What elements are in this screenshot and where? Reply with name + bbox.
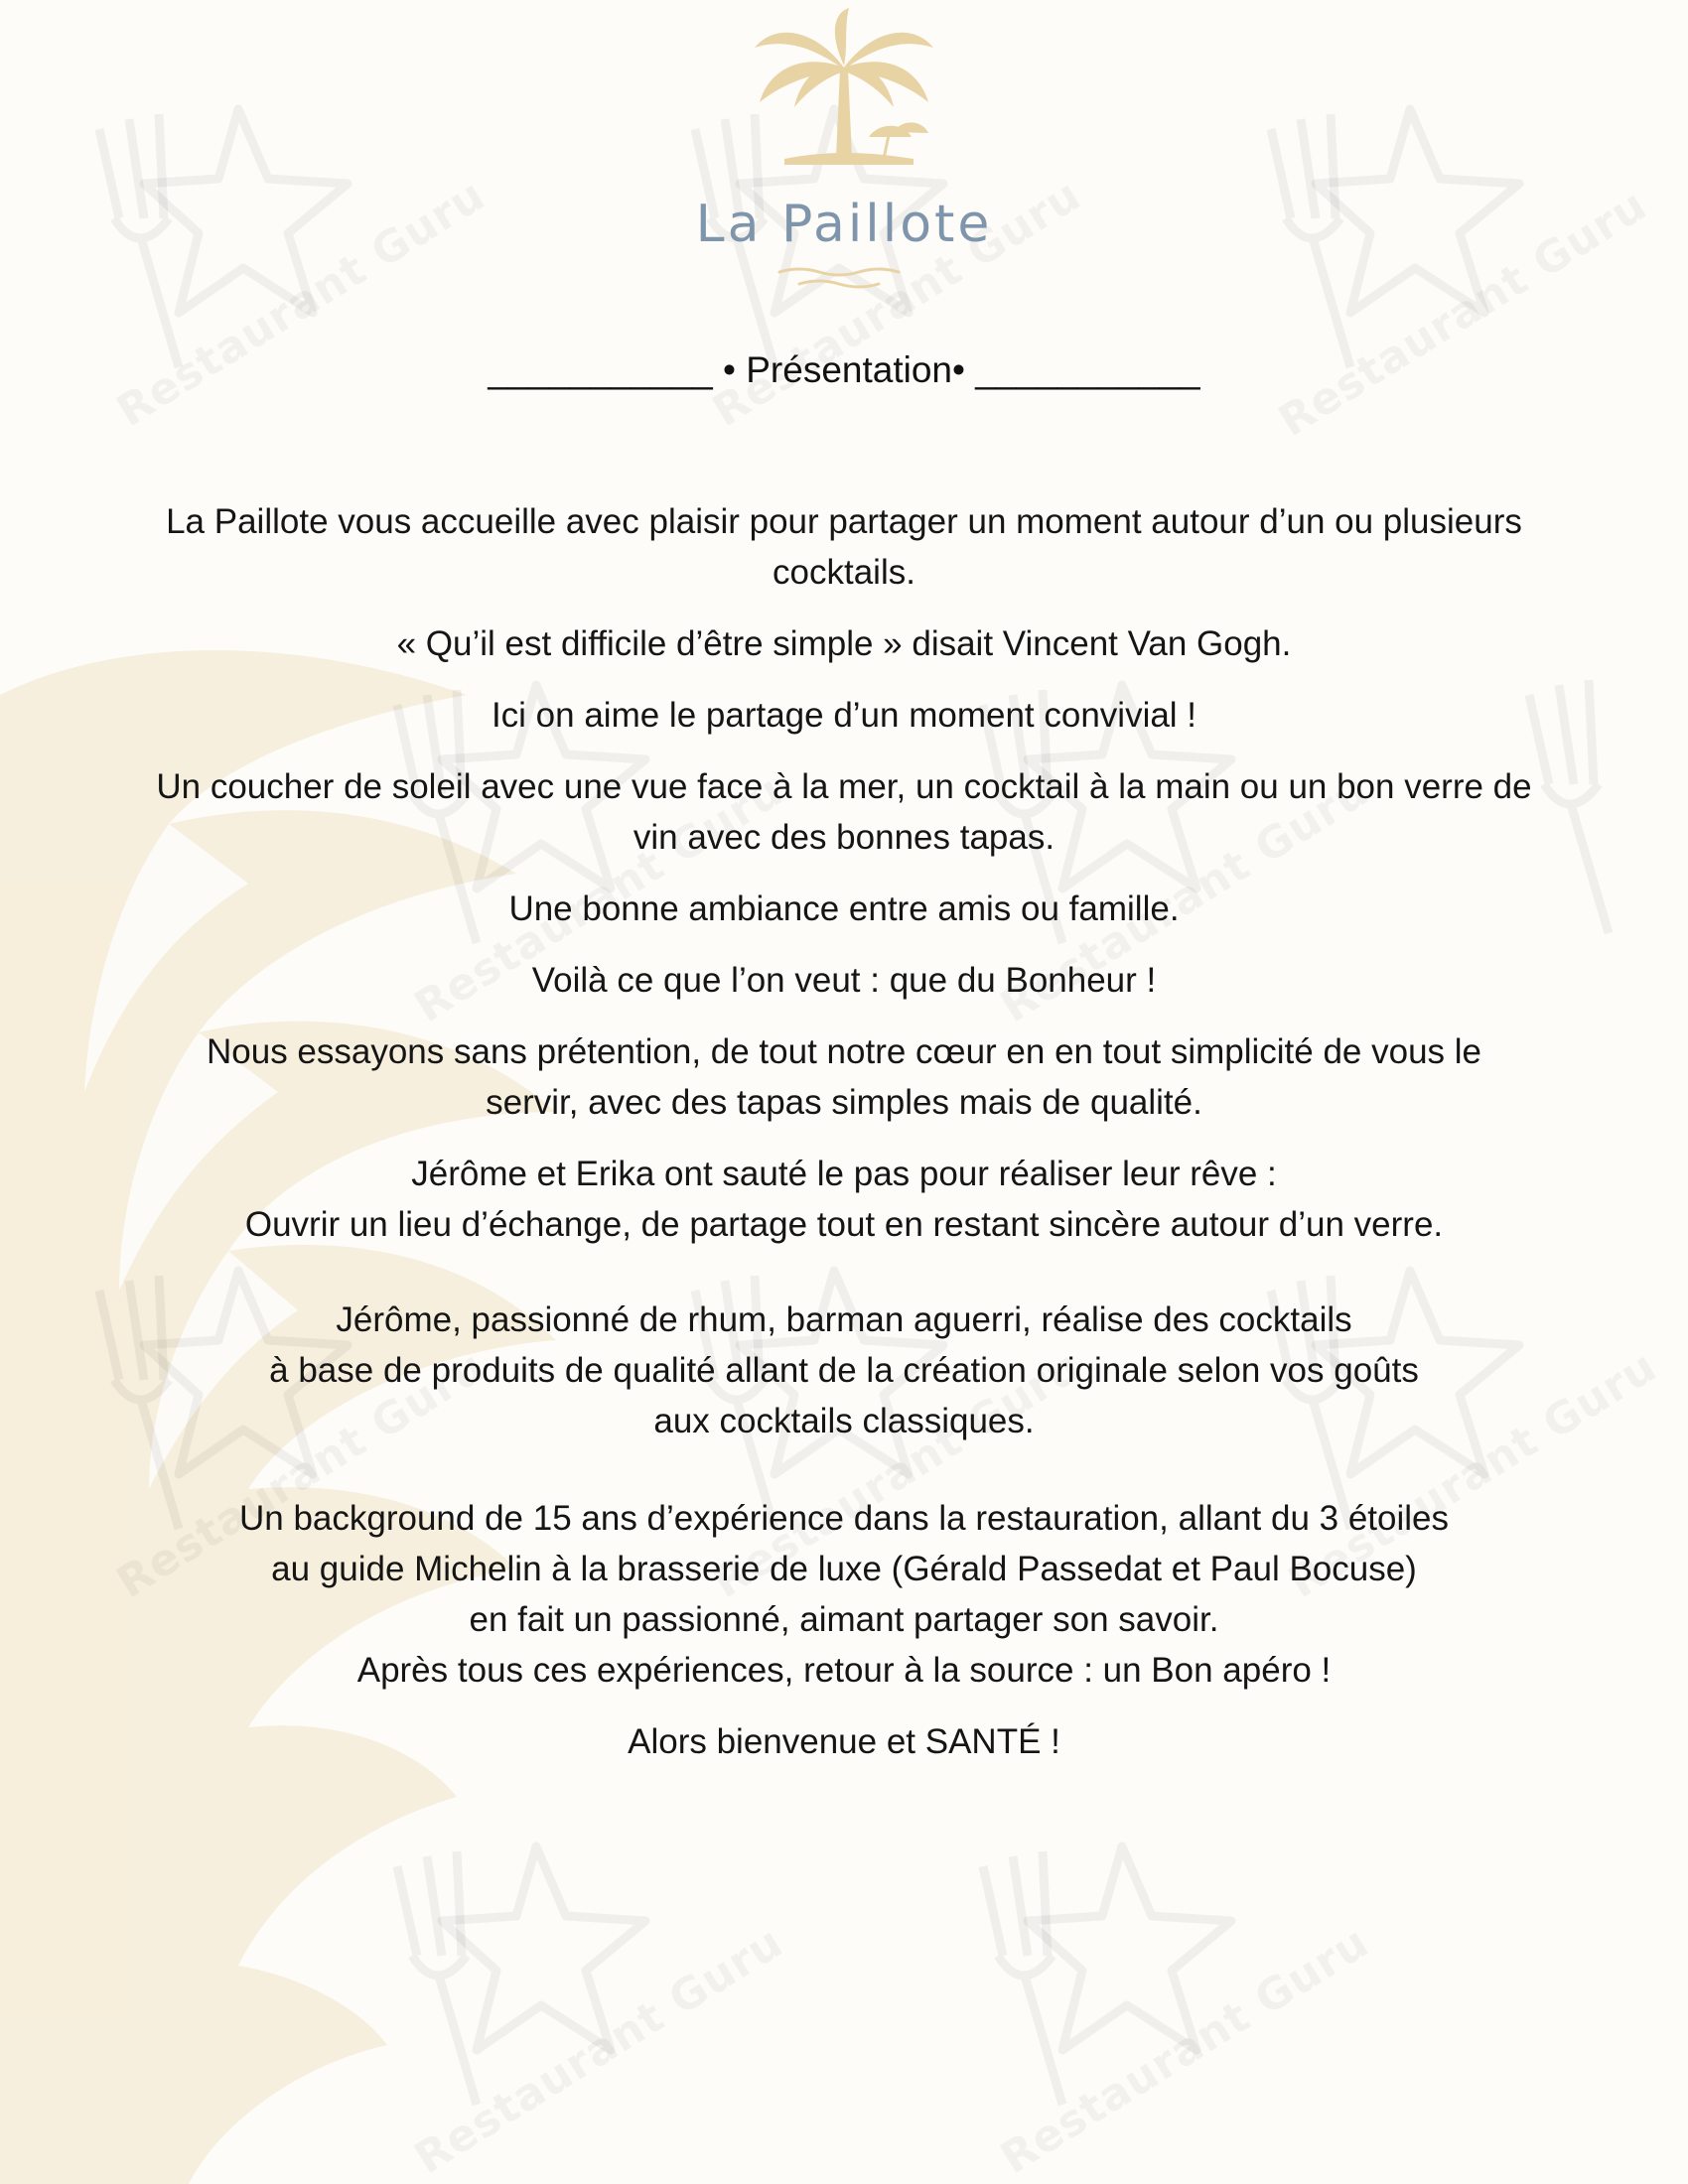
- text-line: « Qu’il est difficile d’être simple » disait Vincent Van Gogh.: [396, 624, 1292, 663]
- text-line: servir, avec des tapas simples mais de qualité.: [486, 1083, 1202, 1122]
- text-line: Une bonne ambiance entre amis ou famille.: [508, 889, 1180, 928]
- text-line: Un background de 15 ans d’expérience dans la restauration, allant du 3 étoiles: [238, 1499, 1450, 1538]
- paragraph: [79, 690, 1609, 741]
- paragraph: [79, 884, 1609, 934]
- paragraph: [79, 496, 1609, 598]
- text-line: à base de produits de qualité allant de la création originale selon vos goûts: [269, 1351, 1419, 1390]
- text-line: Alors bienvenue et SANTÉ !: [628, 1722, 1060, 1761]
- palm-tree-icon: [745, 8, 943, 197]
- text-line: vin avec des bonnes tapas.: [633, 818, 1055, 857]
- text-line: Nous essayons sans prétention, de tout notre cœur en en tout simplicité de vous le: [206, 1032, 1482, 1071]
- text-line: aux cocktails classiques.: [653, 1402, 1035, 1440]
- paragraph: [79, 1026, 1609, 1128]
- text-line: Un coucher de soleil avec une vue face à la mer, un cocktail à la main ou un bon verre de: [156, 767, 1532, 806]
- paragraph: [79, 618, 1609, 669]
- paragraph: [79, 1295, 1609, 1446]
- text-line: Jérôme, passionné de rhum, barman aguerri, réalise des cocktails: [336, 1300, 1352, 1339]
- text-line: Voilà ce que l’on veut : que du Bonheur !: [531, 961, 1157, 1000]
- text-line: Ici on aime le partage d’un moment convivial !: [491, 696, 1197, 735]
- text-line: au guide Michelin à la brasserie de luxe (Gérald Passedat et Paul Bocuse): [271, 1550, 1417, 1588]
- waves-icon: [770, 264, 918, 294]
- text-line: La Paillote vous accueille avec plaisir pour partager un moment autour d’un ou plusieurs: [166, 502, 1522, 541]
- paragraph: [79, 1716, 1609, 1767]
- paragraph: [79, 1493, 1609, 1696]
- text-line: Ouvrir un lieu d’échange, de partage tout en restant sincère autour d’un verre.: [244, 1205, 1444, 1244]
- section-heading: ___________ • Présentation• ___________: [488, 349, 1200, 390]
- text-line: Après tous ces expériences, retour à la source : un Bon apéro !: [356, 1651, 1332, 1690]
- paragraph: [79, 1149, 1609, 1250]
- paragraph: [79, 955, 1609, 1006]
- brand-name: La Paillote: [695, 195, 993, 254]
- paragraph: [79, 761, 1609, 863]
- text-line: en fait un passionné, aimant partager son savoir.: [469, 1600, 1219, 1639]
- presentation-text: [79, 496, 1609, 1788]
- logo: [675, 8, 1013, 296]
- text-line: cocktails.: [773, 553, 915, 592]
- text-line: Jérôme et Erika ont sauté le pas pour réaliser leur rêve :: [411, 1155, 1277, 1193]
